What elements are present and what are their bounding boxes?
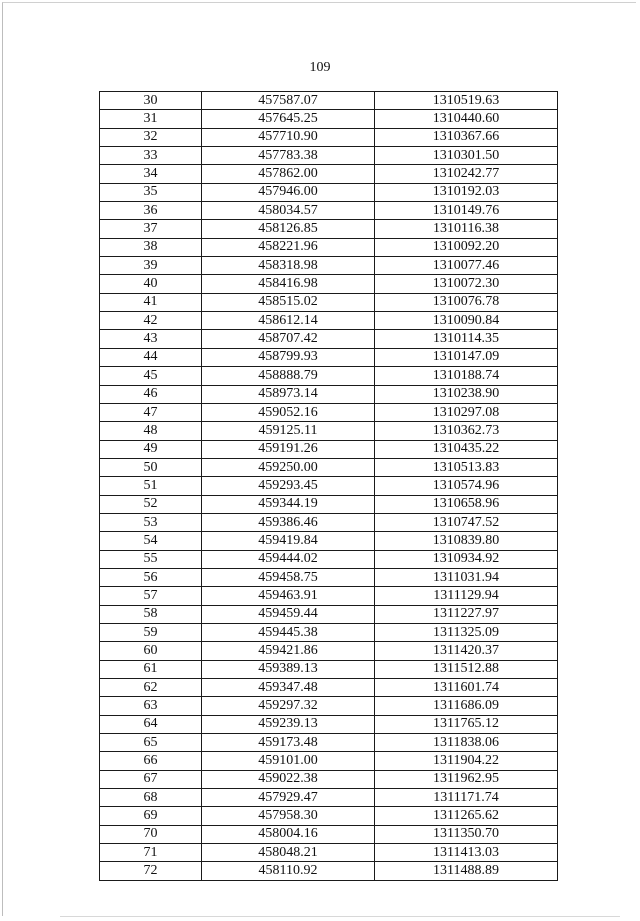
y-coordinate-cell: 1311904.22: [375, 752, 558, 770]
y-coordinate-cell: 1310362.73: [375, 422, 558, 440]
table-row: [100, 110, 558, 128]
point-number-cell: 66: [100, 752, 202, 770]
table-row: [100, 330, 558, 348]
x-coordinate-cell: 458707.42: [202, 330, 375, 348]
x-coordinate-cell: 458888.79: [202, 367, 375, 385]
table-row: [100, 92, 558, 110]
y-coordinate-cell: 1311413.03: [375, 844, 558, 862]
point-number-cell: 48: [100, 422, 202, 440]
table-row: [100, 165, 558, 183]
x-coordinate-cell: 458048.21: [202, 844, 375, 862]
table-row: [100, 367, 558, 385]
x-coordinate-cell: 459347.48: [202, 679, 375, 697]
point-number-cell: 46: [100, 385, 202, 403]
page-number: 109: [309, 60, 331, 75]
y-coordinate-cell: 1311601.74: [375, 679, 558, 697]
point-number-cell: 58: [100, 605, 202, 623]
table-row: [100, 183, 558, 201]
x-coordinate-cell: 457929.47: [202, 789, 375, 807]
y-coordinate-cell: 1311420.37: [375, 642, 558, 660]
table-row: [100, 532, 558, 550]
y-coordinate-cell: 1310513.83: [375, 458, 558, 476]
y-coordinate-cell: 1310519.63: [375, 92, 558, 110]
y-coordinate-cell: 1310188.74: [375, 367, 558, 385]
x-coordinate-cell: 458416.98: [202, 275, 375, 293]
table-row: [100, 623, 558, 641]
point-number-cell: 31: [100, 110, 202, 128]
x-coordinate-cell: 457645.25: [202, 110, 375, 128]
x-coordinate-cell: 459250.00: [202, 458, 375, 476]
x-coordinate-cell: 459421.86: [202, 642, 375, 660]
y-coordinate-cell: 1310072.30: [375, 275, 558, 293]
point-number-cell: 37: [100, 220, 202, 238]
y-coordinate-cell: 1310090.84: [375, 312, 558, 330]
point-number-cell: 43: [100, 330, 202, 348]
coordinates-table: [99, 91, 558, 881]
x-coordinate-cell: 458973.14: [202, 385, 375, 403]
y-coordinate-cell: 1310242.77: [375, 165, 558, 183]
point-number-cell: 64: [100, 715, 202, 733]
table-row: [100, 605, 558, 623]
table-row: [100, 293, 558, 311]
y-coordinate-cell: 1311031.94: [375, 568, 558, 586]
y-coordinate-cell: 1310440.60: [375, 110, 558, 128]
y-coordinate-cell: 1310116.38: [375, 220, 558, 238]
point-number-cell: 47: [100, 403, 202, 421]
point-number-cell: 71: [100, 844, 202, 862]
y-coordinate-cell: 1310192.03: [375, 183, 558, 201]
point-number-cell: 54: [100, 532, 202, 550]
x-coordinate-cell: 457958.30: [202, 807, 375, 825]
table-row: [100, 642, 558, 660]
y-coordinate-cell: 1310149.76: [375, 202, 558, 220]
table-row: [100, 147, 558, 165]
x-coordinate-cell: 458110.92: [202, 862, 375, 880]
point-number-cell: 52: [100, 495, 202, 513]
coordinates-table-body: [100, 92, 558, 881]
point-number-cell: 30: [100, 92, 202, 110]
x-coordinate-cell: 458004.16: [202, 825, 375, 843]
y-coordinate-cell: 1310839.80: [375, 532, 558, 550]
x-coordinate-cell: 458221.96: [202, 238, 375, 256]
point-number-cell: 50: [100, 458, 202, 476]
y-coordinate-cell: 1311129.94: [375, 587, 558, 605]
x-coordinate-cell: 459444.02: [202, 550, 375, 568]
x-coordinate-cell: 458034.57: [202, 202, 375, 220]
point-number-cell: 36: [100, 202, 202, 220]
point-number-cell: 62: [100, 679, 202, 697]
point-number-cell: 72: [100, 862, 202, 880]
y-coordinate-cell: 1310077.46: [375, 257, 558, 275]
table-row: [100, 422, 558, 440]
y-coordinate-cell: 1310092.20: [375, 238, 558, 256]
y-coordinate-cell: 1311350.70: [375, 825, 558, 843]
table-row: [100, 275, 558, 293]
x-coordinate-cell: 459344.19: [202, 495, 375, 513]
point-number-cell: 68: [100, 789, 202, 807]
x-coordinate-cell: 459293.45: [202, 477, 375, 495]
point-number-cell: 69: [100, 807, 202, 825]
table-row: [100, 477, 558, 495]
point-number-cell: 61: [100, 660, 202, 678]
point-number-cell: 34: [100, 165, 202, 183]
point-number-cell: 63: [100, 697, 202, 715]
table-row: [100, 128, 558, 146]
y-coordinate-cell: 1311265.62: [375, 807, 558, 825]
y-coordinate-cell: 1311325.09: [375, 623, 558, 641]
point-number-cell: 38: [100, 238, 202, 256]
point-number-cell: 44: [100, 348, 202, 366]
table-row: [100, 348, 558, 366]
table-row: [100, 550, 558, 568]
point-number-cell: 49: [100, 440, 202, 458]
y-coordinate-cell: 1310301.50: [375, 147, 558, 165]
table-row: [100, 789, 558, 807]
y-coordinate-cell: 1310238.90: [375, 385, 558, 403]
x-coordinate-cell: 459173.48: [202, 734, 375, 752]
y-coordinate-cell: 1311838.06: [375, 734, 558, 752]
x-coordinate-cell: 458318.98: [202, 257, 375, 275]
x-coordinate-cell: 459239.13: [202, 715, 375, 733]
y-coordinate-cell: 1310574.96: [375, 477, 558, 495]
x-coordinate-cell: 459022.38: [202, 770, 375, 788]
y-coordinate-cell: 1310147.09: [375, 348, 558, 366]
x-coordinate-cell: 457946.00: [202, 183, 375, 201]
table-row: [100, 385, 558, 403]
point-number-cell: 60: [100, 642, 202, 660]
x-coordinate-cell: 459458.75: [202, 568, 375, 586]
x-coordinate-cell: 459386.46: [202, 513, 375, 531]
table-row: [100, 202, 558, 220]
x-coordinate-cell: 457710.90: [202, 128, 375, 146]
table-row: [100, 238, 558, 256]
table-row: [100, 770, 558, 788]
table-row: [100, 825, 558, 843]
x-coordinate-cell: 457862.00: [202, 165, 375, 183]
point-number-cell: 65: [100, 734, 202, 752]
point-number-cell: 67: [100, 770, 202, 788]
x-coordinate-cell: 458612.14: [202, 312, 375, 330]
table-row: [100, 679, 558, 697]
point-number-cell: 40: [100, 275, 202, 293]
table-row: [100, 513, 558, 531]
x-coordinate-cell: 459445.38: [202, 623, 375, 641]
y-coordinate-cell: 1311488.89: [375, 862, 558, 880]
point-number-cell: 53: [100, 513, 202, 531]
page-bottom-edge: [60, 916, 620, 917]
point-number-cell: 45: [100, 367, 202, 385]
x-coordinate-cell: 459297.32: [202, 697, 375, 715]
x-coordinate-cell: 459052.16: [202, 403, 375, 421]
table-row: [100, 807, 558, 825]
y-coordinate-cell: 1311765.12: [375, 715, 558, 733]
y-coordinate-cell: 1311686.09: [375, 697, 558, 715]
point-number-cell: 39: [100, 257, 202, 275]
table-row: [100, 587, 558, 605]
table-row: [100, 734, 558, 752]
x-coordinate-cell: 459419.84: [202, 532, 375, 550]
y-coordinate-cell: 1310658.96: [375, 495, 558, 513]
point-number-cell: 59: [100, 623, 202, 641]
x-coordinate-cell: 458126.85: [202, 220, 375, 238]
x-coordinate-cell: 458515.02: [202, 293, 375, 311]
y-coordinate-cell: 1310747.52: [375, 513, 558, 531]
table-row: [100, 403, 558, 421]
x-coordinate-cell: 459125.11: [202, 422, 375, 440]
point-number-cell: 56: [100, 568, 202, 586]
y-coordinate-cell: 1310435.22: [375, 440, 558, 458]
y-coordinate-cell: 1310114.35: [375, 330, 558, 348]
table-row: [100, 257, 558, 275]
x-coordinate-cell: 459101.00: [202, 752, 375, 770]
y-coordinate-cell: 1310367.66: [375, 128, 558, 146]
table-row: [100, 220, 558, 238]
table-row: [100, 697, 558, 715]
table-row: [100, 752, 558, 770]
x-coordinate-cell: 459463.91: [202, 587, 375, 605]
x-coordinate-cell: 457587.07: [202, 92, 375, 110]
x-coordinate-cell: 459191.26: [202, 440, 375, 458]
table-row: [100, 715, 558, 733]
y-coordinate-cell: 1311962.95: [375, 770, 558, 788]
point-number-cell: 33: [100, 147, 202, 165]
y-coordinate-cell: 1311171.74: [375, 789, 558, 807]
table-row: [100, 844, 558, 862]
point-number-cell: 41: [100, 293, 202, 311]
x-coordinate-cell: 459389.13: [202, 660, 375, 678]
table-row: [100, 495, 558, 513]
table-row: [100, 440, 558, 458]
y-coordinate-cell: 1310934.92: [375, 550, 558, 568]
y-coordinate-cell: 1311512.88: [375, 660, 558, 678]
x-coordinate-cell: 457783.38: [202, 147, 375, 165]
point-number-cell: 57: [100, 587, 202, 605]
table-row: [100, 660, 558, 678]
point-number-cell: 51: [100, 477, 202, 495]
x-coordinate-cell: 458799.93: [202, 348, 375, 366]
point-number-cell: 32: [100, 128, 202, 146]
point-number-cell: 70: [100, 825, 202, 843]
table-row: [100, 458, 558, 476]
point-number-cell: 55: [100, 550, 202, 568]
y-coordinate-cell: 1311227.97: [375, 605, 558, 623]
y-coordinate-cell: 1310297.08: [375, 403, 558, 421]
table-row: [100, 568, 558, 586]
y-coordinate-cell: 1310076.78: [375, 293, 558, 311]
x-coordinate-cell: 459459.44: [202, 605, 375, 623]
point-number-cell: 42: [100, 312, 202, 330]
table-row: [100, 862, 558, 880]
table-row: [100, 312, 558, 330]
point-number-cell: 35: [100, 183, 202, 201]
